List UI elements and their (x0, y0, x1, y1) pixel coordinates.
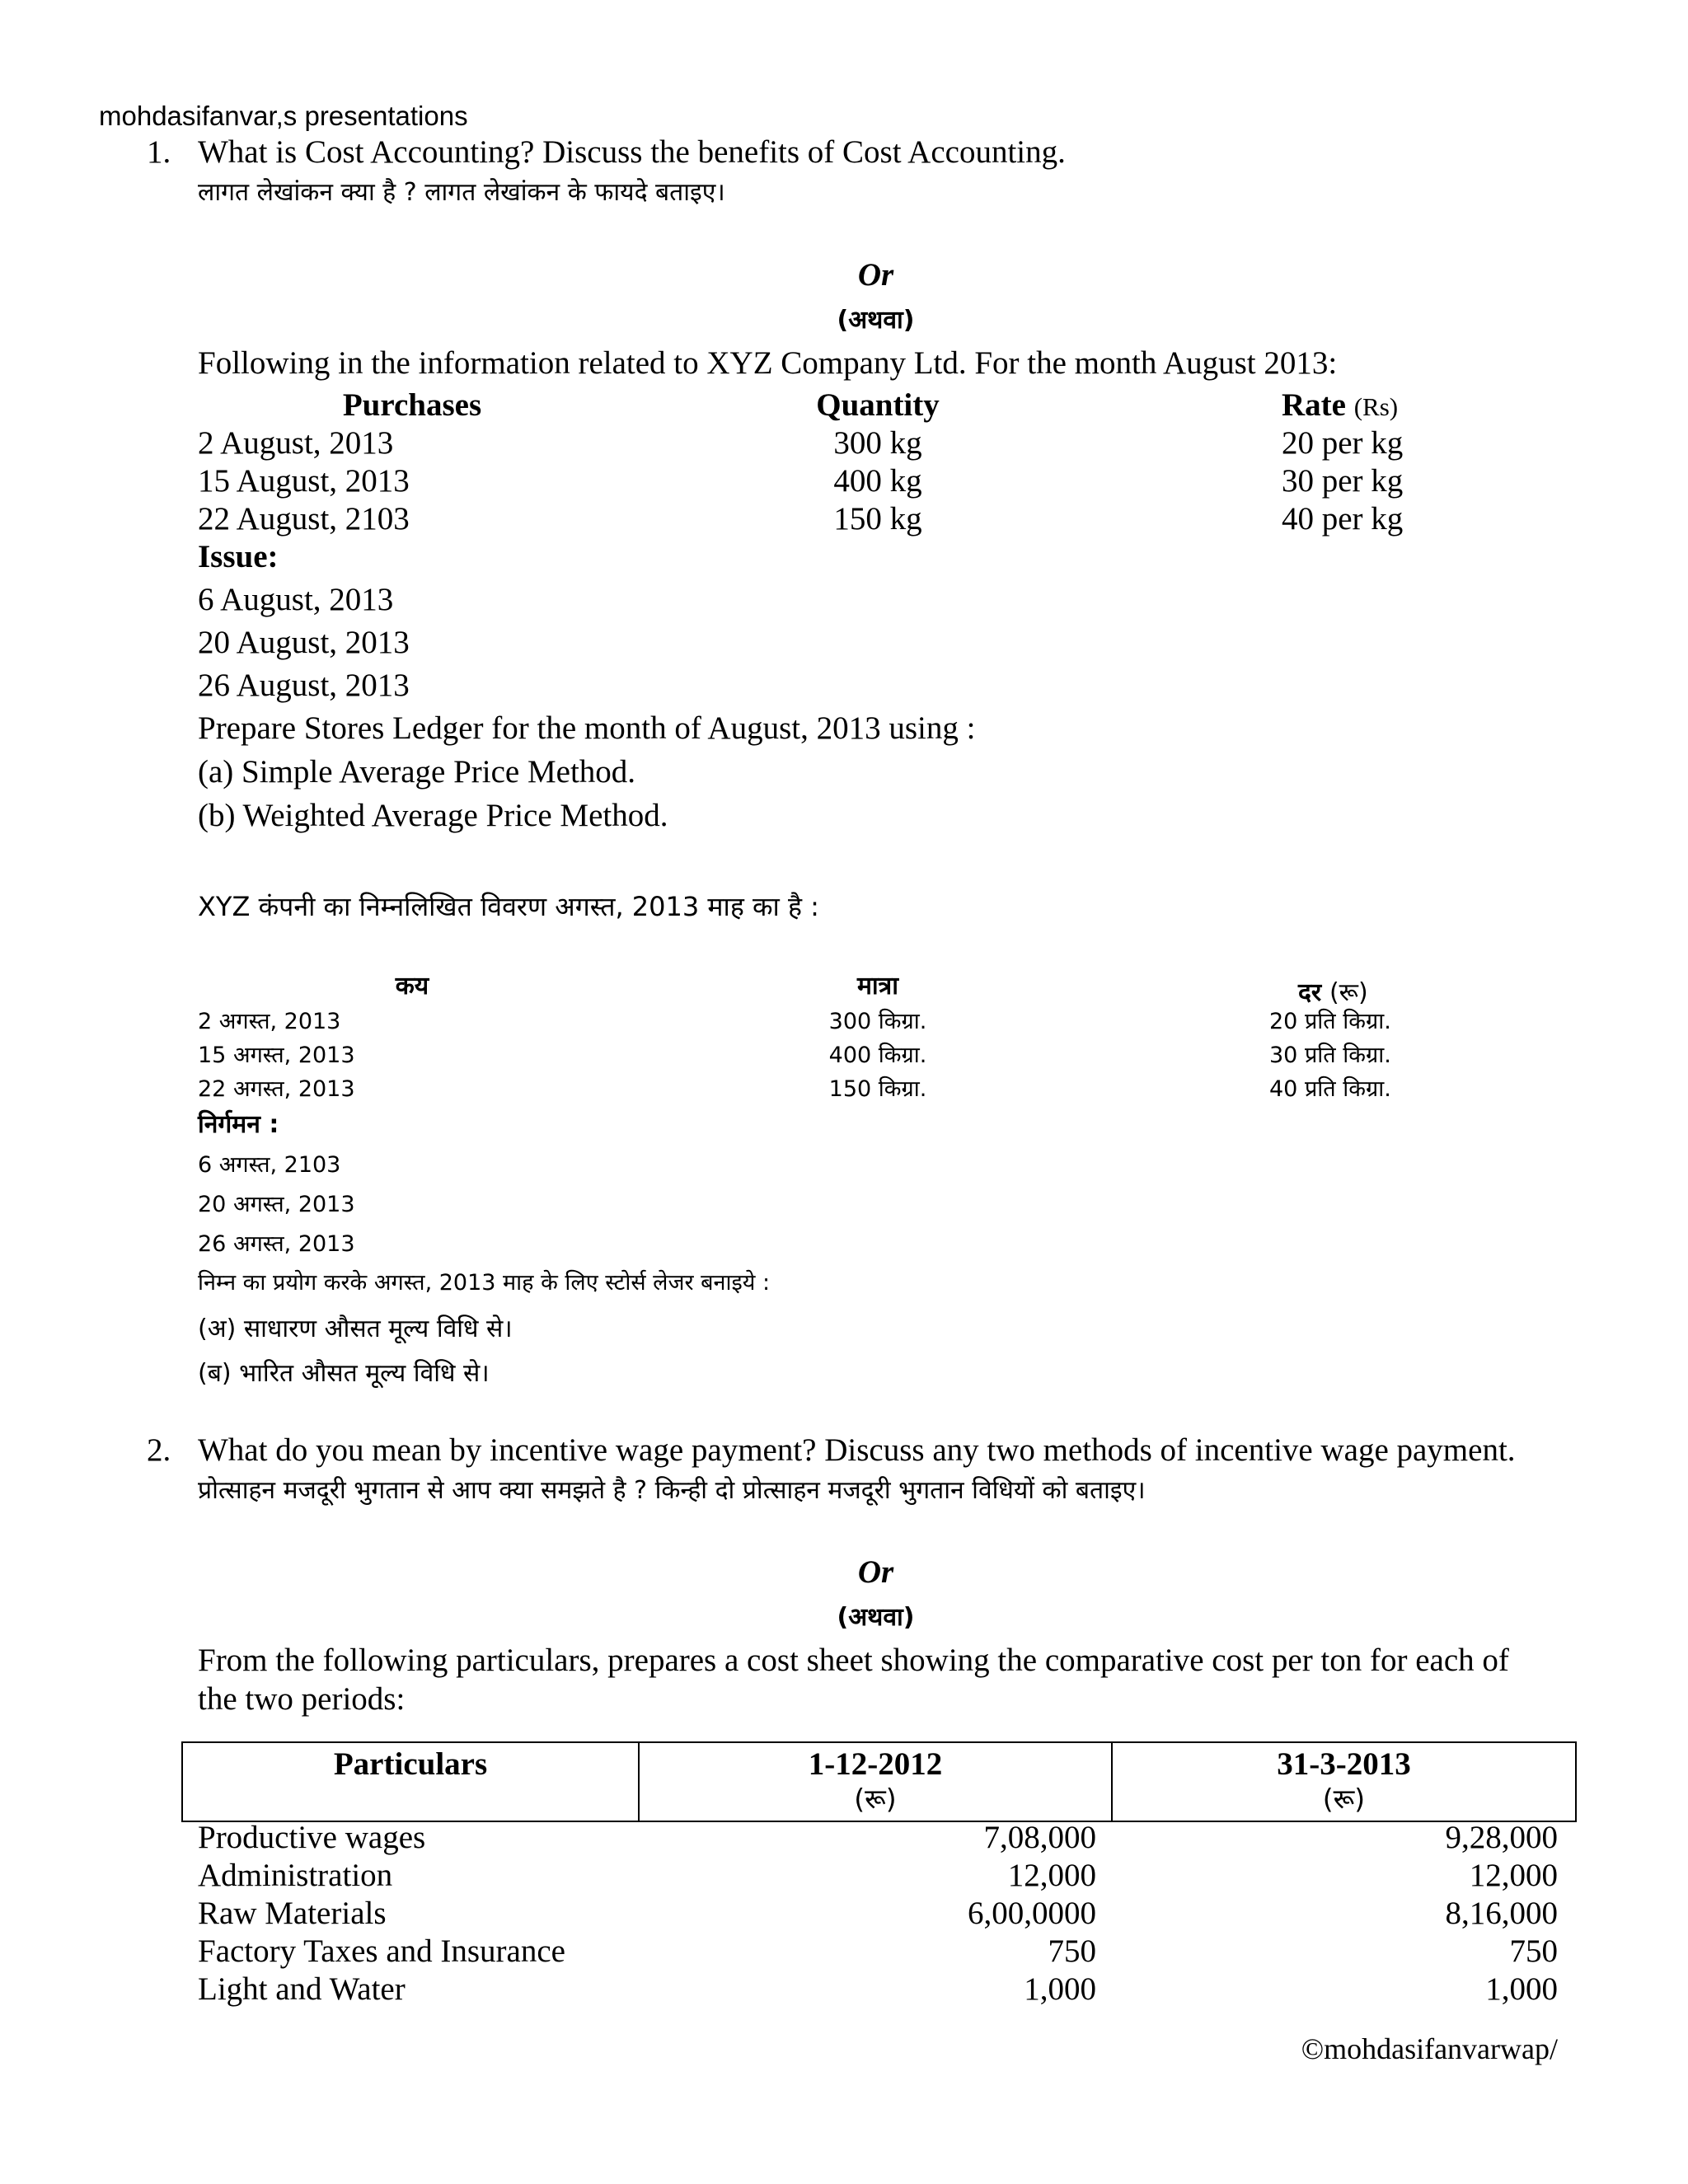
issue-label-en: Issue: (198, 539, 279, 574)
cost-row-value-2012: 6,00,0000 (968, 1896, 1096, 1931)
purchase-rate: 20 per kg (1282, 425, 1404, 461)
purchase-quantity: 150 kg (833, 501, 922, 537)
purchase-quantity-hi: 300 किग्रा. (828, 1009, 927, 1034)
purchase-quantity-hi: 400 किग्रा. (828, 1043, 927, 1068)
purchase-quantity: 300 kg (833, 425, 922, 461)
cost-row-value-2012: 750 (1048, 1933, 1096, 1969)
purchase-date-hi: 15 अगस्त, 2013 (198, 1043, 355, 1068)
prepare-instruction-hi: निम्न का प्रयोग करके अगस्त, 2013 माह के लिए स्टोर्स लेजर बनाइये : (198, 1270, 771, 1296)
page-header: mohdasifanvar,s presentations (99, 101, 468, 131)
q1-question-hi: लागत लेखांकन क्या है ? लागत लेखांकन के फायदे बताइए। (198, 178, 725, 207)
method-b-hi: (ब) भारित औसत मूल्य विधि से। (198, 1359, 490, 1388)
quantity-header-hi: मात्रा (856, 972, 899, 1001)
cost-row-value-2013: 8,16,000 (1445, 1896, 1558, 1931)
purchase-rate-hi: 20 प्रति किग्रा. (1269, 1009, 1391, 1034)
cost-row-value-2013: 9,28,000 (1445, 1820, 1558, 1855)
purchase-date: 2 August, 2013 (198, 425, 394, 461)
purchase-rate: 30 per kg (1282, 463, 1404, 499)
q1-intro-en: Following in the information related to XYZ Company Ltd. For the month August 2013: (198, 345, 1338, 381)
purchase-quantity-hi: 150 किग्रा. (828, 1076, 927, 1102)
cost-row-value-2013: 750 (1509, 1933, 1558, 1969)
issue-date-en: 26 August, 2013 (198, 668, 410, 703)
cost-row-value-2012: 7,08,000 (983, 1820, 1096, 1855)
purchase-rate: 40 per kg (1282, 501, 1404, 537)
particulars-header: Particulars (182, 1742, 639, 1821)
prepare-instruction-en: Prepare Stores Ledger for the month of August, 2013 using : (198, 710, 976, 746)
q1-question-en: What is Cost Accounting? Discuss the benefits of Cost Accounting. (198, 134, 1066, 170)
cost-row-value-2013: 12,000 (1469, 1858, 1558, 1893)
purchases-header: Purchases (342, 387, 482, 423)
quantity-header: Quantity (816, 387, 940, 423)
period-2-header: 31-3-2013 (रू) (1112, 1742, 1576, 1821)
issue-label-hi: निर्गमन : (198, 1110, 279, 1139)
purchase-rate-hi: 30 प्रति किग्रा. (1269, 1043, 1391, 1068)
cost-row-label: Raw Materials (198, 1896, 387, 1931)
cost-row-label: Light and Water (198, 1971, 406, 2007)
issue-date-hi: 6 अगस्त, 2103 (198, 1152, 341, 1178)
purchase-date: 22 August, 2103 (198, 501, 410, 537)
q2-question-en: What do you mean by incentive wage payment? Discuss any two methods of incentive wage payment. (198, 1432, 1516, 1468)
cost-row-label: Factory Taxes and Insurance (198, 1933, 565, 1969)
issue-date-hi: 26 अगस्त, 2013 (198, 1231, 355, 1257)
q2-intro-line1: From the following particulars, prepares a cost sheet showing the comparative cost per ton for each of (198, 1643, 1509, 1678)
q2-number: 2. (147, 1432, 171, 1468)
purchase-date-hi: 2 अगस्त, 2013 (198, 1009, 341, 1034)
purchase-rate-hi: 40 प्रति किग्रा. (1269, 1076, 1391, 1102)
purchase-quantity: 400 kg (833, 463, 922, 499)
method-a-en: (a) Simple Average Price Method. (198, 754, 636, 790)
issue-date-en: 6 August, 2013 (198, 582, 394, 617)
cost-row-value-2012: 1,000 (1024, 1971, 1096, 2007)
rate-header-hi: दर (रू) (1298, 978, 1368, 1007)
q2-question-hi: प्रोत्साहन मजदूरी भुगतान से आप क्या समझते है ? किन्ही दो प्रोत्साहन मजदूरी भुगतान विधियों को बताइए। (198, 1476, 1146, 1505)
cost-row-value-2013: 1,000 (1485, 1971, 1558, 2007)
q1-number: 1. (147, 134, 171, 170)
purchases-header-hi: कय (395, 972, 429, 1001)
q2-or-hi: (अथवा) (837, 1603, 915, 1632)
rate-header: Rate (Rs) (1282, 387, 1399, 423)
cost-row-value-2012: 12,000 (1007, 1858, 1096, 1893)
q2-intro-line2: the two periods: (198, 1681, 406, 1717)
cost-row-label: Productive wages (198, 1820, 426, 1855)
cost-table-header (181, 1741, 1577, 1822)
issue-date-hi: 20 अगस्त, 2013 (198, 1192, 355, 1217)
issue-date-en: 20 August, 2013 (198, 625, 410, 660)
method-a-hi: (अ) साधारण औसत मूल्य विधि से। (198, 1315, 513, 1343)
purchase-date: 15 August, 2013 (198, 463, 410, 499)
q2-or-en: Or (857, 1554, 894, 1590)
q1-or-hi: (अथवा) (837, 306, 915, 335)
cost-row-label: Administration (198, 1858, 393, 1893)
purchase-date-hi: 22 अगस्त, 2013 (198, 1076, 355, 1102)
page-footer: ©mohdasifanvarwap/ (1301, 2032, 1558, 2065)
method-b-en: (b) Weighted Average Price Method. (198, 798, 668, 833)
period-1-header: 1-12-2012 (रू) (639, 1742, 1112, 1821)
q1-or-en: Or (857, 257, 894, 293)
q1-intro-hi: XYZ कंपनी का निम्नलिखित विवरण अगस्त, 2013 माह का है : (198, 891, 819, 922)
